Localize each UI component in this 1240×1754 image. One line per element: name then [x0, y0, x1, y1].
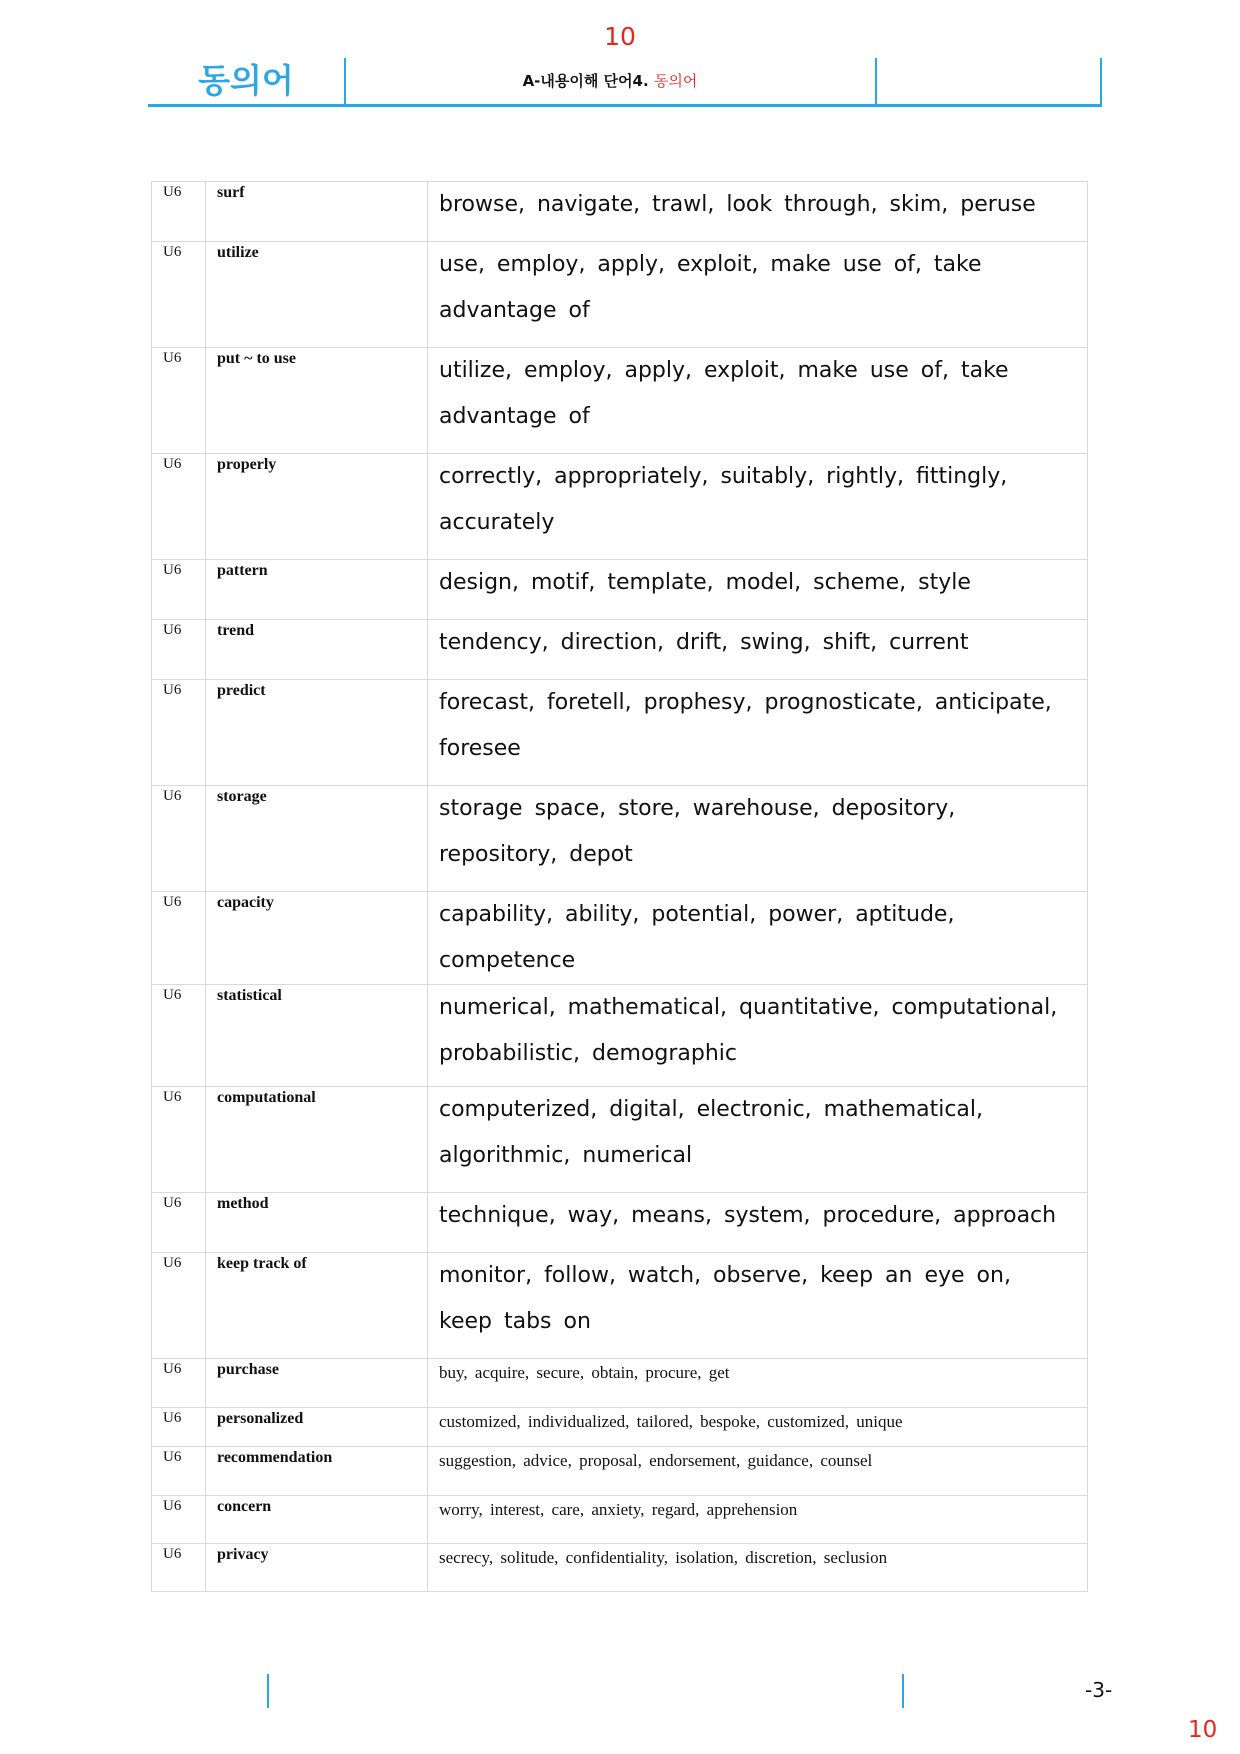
unit-cell: U6: [152, 1253, 206, 1359]
page-header: [148, 58, 1102, 107]
word-cell: personalized: [206, 1408, 428, 1447]
word-cell: keep track of: [206, 1253, 428, 1359]
synonyms-cell: worry, interest, care, anxiety, regard, apprehension: [428, 1496, 1088, 1544]
synonyms-cell: numerical, mathematical, quantitative, computational, probabilistic, demographic: [428, 985, 1088, 1087]
unit-cell: U6: [152, 786, 206, 892]
word-cell: properly: [206, 454, 428, 560]
unit-cell: U6: [152, 1359, 206, 1408]
page-label: -3-: [1085, 1678, 1113, 1702]
header-subtitle: [345, 58, 875, 104]
word-cell: predict: [206, 680, 428, 786]
table-row: [152, 1359, 1088, 1408]
table-row: [152, 1447, 1088, 1496]
unit-cell: U6: [152, 1087, 206, 1193]
table-row: [152, 1253, 1088, 1359]
word-cell: statistical: [206, 985, 428, 1087]
word-cell: surf: [206, 182, 428, 242]
unit-cell: U6: [152, 242, 206, 348]
synonyms-cell: storage space, store, warehouse, depository, repository, depot: [428, 786, 1088, 892]
unit-cell: U6: [152, 1496, 206, 1544]
unit-cell: U6: [152, 454, 206, 560]
table-row: [152, 620, 1088, 680]
word-cell: capacity: [206, 892, 428, 985]
word-cell: trend: [206, 620, 428, 680]
unit-cell: U6: [152, 348, 206, 454]
unit-cell: U6: [152, 985, 206, 1087]
header-divider: [875, 58, 877, 104]
synonyms-cell: suggestion, advice, proposal, endorsement, guidance, counsel: [428, 1447, 1088, 1496]
table-row: [152, 1496, 1088, 1544]
synonyms-cell: forecast, foretell, prophesy, prognosticate, anticipate, foresee: [428, 680, 1088, 786]
table-row: [152, 454, 1088, 560]
table-row: [152, 348, 1088, 454]
unit-cell: U6: [152, 892, 206, 985]
unit-cell: U6: [152, 1193, 206, 1253]
table-row: [152, 1087, 1088, 1193]
table-row: [152, 1544, 1088, 1592]
synonyms-cell: browse, navigate, trawl, look through, skim, peruse: [428, 182, 1088, 242]
word-cell: concern: [206, 1496, 428, 1544]
table-row: [152, 985, 1088, 1087]
synonyms-cell: secrecy, solitude, confidentiality, isolation, discretion, seclusion: [428, 1544, 1088, 1592]
table-row: [152, 560, 1088, 620]
word-cell: method: [206, 1193, 428, 1253]
synonym-table: [151, 181, 1088, 1592]
unit-cell: U6: [152, 680, 206, 786]
word-cell: privacy: [206, 1544, 428, 1592]
word-cell: put ~ to use: [206, 348, 428, 454]
table-row: [152, 680, 1088, 786]
synonyms-cell: design, motif, template, model, scheme, style: [428, 560, 1088, 620]
unit-cell: U6: [152, 620, 206, 680]
word-cell: pattern: [206, 560, 428, 620]
header-title: 동의어: [198, 61, 294, 100]
header-subtitle-prefix: A-내용이해 단어4.: [522, 72, 649, 90]
synonyms-cell: tendency, direction, drift, swing, shift, current: [428, 620, 1088, 680]
synonyms-cell: buy, acquire, secure, obtain, procure, get: [428, 1359, 1088, 1408]
table-row: [152, 1193, 1088, 1253]
unit-cell: U6: [152, 182, 206, 242]
table-row: [152, 242, 1088, 348]
footer-divider: [902, 1674, 904, 1708]
word-cell: purchase: [206, 1359, 428, 1408]
synonyms-cell: utilize, employ, apply, exploit, make use of, take advantage of: [428, 348, 1088, 454]
unit-cell: U6: [152, 560, 206, 620]
header-divider: [1100, 58, 1102, 104]
table-row: [152, 182, 1088, 242]
table-row: [152, 1408, 1088, 1447]
word-cell: storage: [206, 786, 428, 892]
synonyms-cell: use, employ, apply, exploit, make use of, take advantage of: [428, 242, 1088, 348]
synonyms-cell: technique, way, means, system, procedure, approach: [428, 1193, 1088, 1253]
page-number-bottom: 10: [1188, 1717, 1218, 1743]
word-cell: computational: [206, 1087, 428, 1193]
table-row: [152, 786, 1088, 892]
synonyms-cell: monitor, follow, watch, observe, keep an eye on, keep tabs on: [428, 1253, 1088, 1359]
table-row: [152, 892, 1088, 985]
synonyms-cell: capability, ability, potential, power, aptitude, competence: [428, 892, 1088, 985]
page-number-top: 10: [604, 22, 636, 51]
word-cell: utilize: [206, 242, 428, 348]
unit-cell: U6: [152, 1408, 206, 1447]
unit-cell: U6: [152, 1447, 206, 1496]
header-subtitle-accent: 동의어: [653, 72, 698, 90]
unit-cell: U6: [152, 1544, 206, 1592]
synonyms-cell: computerized, digital, electronic, mathematical, algorithmic, numerical: [428, 1087, 1088, 1193]
synonyms-cell: customized, individualized, tailored, bespoke, customized, unique: [428, 1408, 1088, 1447]
synonyms-cell: correctly, appropriately, suitably, rightly, fittingly, accurately: [428, 454, 1088, 560]
word-cell: recommendation: [206, 1447, 428, 1496]
footer-divider: [267, 1674, 269, 1708]
